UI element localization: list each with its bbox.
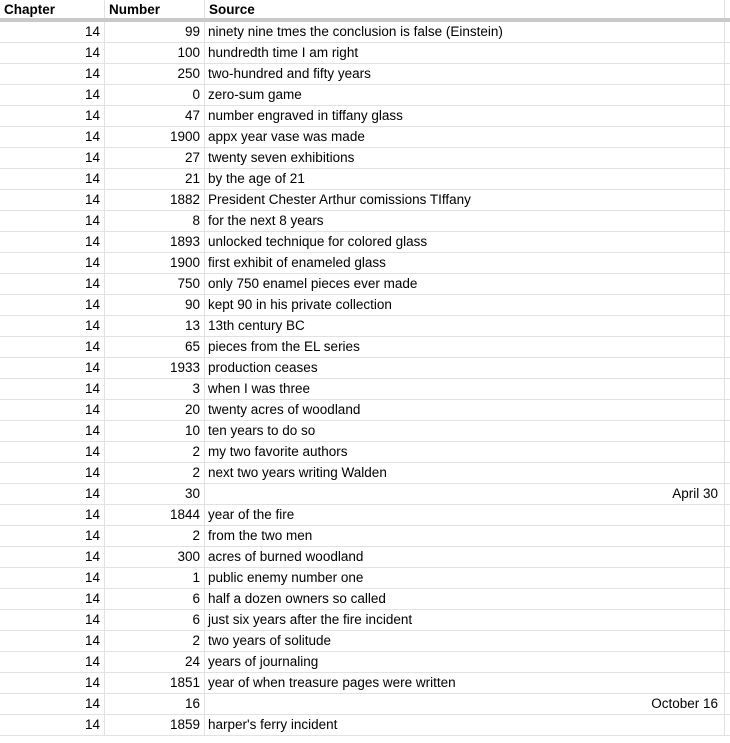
table-row <box>0 400 730 421</box>
header-number[interactable]: Number <box>105 0 205 18</box>
cell-number[interactable]: 27 <box>105 148 205 168</box>
cell-source[interactable]: year of the fire <box>205 505 725 525</box>
cell-chapter[interactable]: 14 <box>0 22 105 42</box>
cell-source[interactable]: ninety nine tmes the conclusion is false (Einstein) <box>205 22 725 42</box>
cell-source[interactable]: April 30 <box>205 484 725 504</box>
cell-chapter[interactable]: 14 <box>0 442 105 462</box>
cell-chapter[interactable]: 14 <box>0 64 105 84</box>
cell-source[interactable]: public enemy number one <box>205 568 725 588</box>
cell-number[interactable]: 6 <box>105 589 205 609</box>
cell-chapter[interactable]: 14 <box>0 589 105 609</box>
table-row <box>0 694 730 715</box>
cell-number[interactable]: 2 <box>105 442 205 462</box>
table-row <box>0 85 730 106</box>
cell-chapter[interactable]: 14 <box>0 169 105 189</box>
cell-source[interactable]: President Chester Arthur comissions TIffany <box>205 190 725 210</box>
cell-number[interactable]: 3 <box>105 379 205 399</box>
header-chapter[interactable]: Chapter <box>0 0 105 18</box>
cell-source[interactable]: just six years after the fire incident <box>205 610 725 630</box>
table-row <box>0 64 730 85</box>
table-body <box>0 22 730 736</box>
cell-source[interactable]: next two years writing Walden <box>205 463 725 483</box>
cell-source[interactable]: year of when treasure pages were written <box>205 673 725 693</box>
table-row <box>0 505 730 526</box>
cell-source[interactable]: hundredth time I am right <box>205 43 725 63</box>
cell-source[interactable]: October 16 <box>205 694 725 714</box>
table-row <box>0 526 730 547</box>
cell-chapter[interactable]: 14 <box>0 568 105 588</box>
cell-number[interactable]: 1844 <box>105 505 205 525</box>
cell-source[interactable]: kept 90 in his private collection <box>205 295 725 315</box>
cell-chapter[interactable]: 14 <box>0 211 105 231</box>
cell-number[interactable]: 1893 <box>105 232 205 252</box>
cell-source[interactable]: pieces from the EL series <box>205 337 725 357</box>
cell-chapter[interactable]: 14 <box>0 85 105 105</box>
cell-source[interactable]: zero-sum game <box>205 85 725 105</box>
table-row <box>0 127 730 148</box>
table-row <box>0 589 730 610</box>
cell-number[interactable]: 1900 <box>105 127 205 147</box>
cell-number[interactable]: 1882 <box>105 190 205 210</box>
cell-chapter[interactable]: 14 <box>0 505 105 525</box>
cell-chapter[interactable]: 14 <box>0 673 105 693</box>
cell-number[interactable]: 24 <box>105 652 205 672</box>
cell-number[interactable]: 10 <box>105 421 205 441</box>
table-row <box>0 358 730 379</box>
cell-number[interactable]: 100 <box>105 43 205 63</box>
table-row <box>0 463 730 484</box>
cell-chapter[interactable]: 14 <box>0 652 105 672</box>
cell-number[interactable]: 47 <box>105 106 205 126</box>
cell-number[interactable]: 1851 <box>105 673 205 693</box>
table-row <box>0 610 730 631</box>
cell-chapter[interactable]: 14 <box>0 715 105 735</box>
cell-source[interactable]: two years of solitude <box>205 631 725 651</box>
cell-source[interactable]: twenty seven exhibitions <box>205 148 725 168</box>
table-row <box>0 442 730 463</box>
cell-number[interactable]: 65 <box>105 337 205 357</box>
cell-number[interactable]: 6 <box>105 610 205 630</box>
table-row <box>0 715 730 736</box>
cell-source[interactable]: first exhibit of enameled glass <box>205 253 725 273</box>
cell-chapter[interactable]: 14 <box>0 127 105 147</box>
header-row <box>0 0 730 22</box>
cell-chapter[interactable]: 14 <box>0 358 105 378</box>
cell-chapter[interactable]: 14 <box>0 232 105 252</box>
cell-chapter[interactable]: 14 <box>0 631 105 651</box>
cell-chapter[interactable]: 14 <box>0 463 105 483</box>
cell-number[interactable]: 20 <box>105 400 205 420</box>
cell-chapter[interactable]: 14 <box>0 694 105 714</box>
table-row <box>0 190 730 211</box>
table-row <box>0 673 730 694</box>
cell-source[interactable]: from the two men <box>205 526 725 546</box>
table-row <box>0 652 730 673</box>
cell-chapter[interactable]: 14 <box>0 337 105 357</box>
cell-chapter[interactable]: 14 <box>0 610 105 630</box>
cell-source[interactable]: number engraved in tiffany glass <box>205 106 725 126</box>
cell-number[interactable]: 0 <box>105 85 205 105</box>
table-row <box>0 295 730 316</box>
table-row <box>0 631 730 652</box>
cell-source[interactable]: acres of burned woodland <box>205 547 725 567</box>
table-row <box>0 253 730 274</box>
table-row <box>0 421 730 442</box>
cell-chapter[interactable]: 14 <box>0 106 105 126</box>
cell-source[interactable]: production ceases <box>205 358 725 378</box>
table-row <box>0 337 730 358</box>
table-row <box>0 43 730 64</box>
cell-number[interactable]: 1933 <box>105 358 205 378</box>
table-row <box>0 22 730 43</box>
table-row <box>0 379 730 400</box>
cell-number[interactable]: 2 <box>105 526 205 546</box>
cell-number[interactable]: 1859 <box>105 715 205 735</box>
cell-chapter[interactable]: 14 <box>0 274 105 294</box>
cell-source[interactable]: twenty acres of woodland <box>205 400 725 420</box>
table-row <box>0 274 730 295</box>
cell-number[interactable]: 1 <box>105 568 205 588</box>
cell-source[interactable]: 13th century BC <box>205 316 725 336</box>
cell-chapter[interactable]: 14 <box>0 148 105 168</box>
table-row <box>0 484 730 505</box>
cell-source[interactable]: for the next 8 years <box>205 211 725 231</box>
table-row <box>0 106 730 127</box>
cell-number[interactable]: 2 <box>105 463 205 483</box>
cell-source[interactable]: harper's ferry incident <box>205 715 725 735</box>
cell-number[interactable]: 30 <box>105 484 205 504</box>
table-row <box>0 232 730 253</box>
cell-chapter[interactable]: 14 <box>0 43 105 63</box>
cell-chapter[interactable]: 14 <box>0 400 105 420</box>
cell-source[interactable]: years of journaling <box>205 652 725 672</box>
cell-number[interactable]: 750 <box>105 274 205 294</box>
header-source[interactable]: Source <box>205 0 725 18</box>
cell-source[interactable]: only 750 enamel pieces ever made <box>205 274 725 294</box>
cell-number[interactable]: 99 <box>105 22 205 42</box>
cell-source[interactable]: my two favorite authors <box>205 442 725 462</box>
cell-source[interactable]: half a dozen owners so called <box>205 589 725 609</box>
cell-number[interactable]: 1900 <box>105 253 205 273</box>
table-row <box>0 169 730 190</box>
cell-chapter[interactable]: 14 <box>0 253 105 273</box>
table-row <box>0 568 730 589</box>
cell-chapter[interactable]: 14 <box>0 526 105 546</box>
cell-number[interactable]: 16 <box>105 694 205 714</box>
cell-chapter[interactable]: 14 <box>0 547 105 567</box>
cell-source[interactable]: two-hundred and fifty years <box>205 64 725 84</box>
cell-chapter[interactable]: 14 <box>0 421 105 441</box>
cell-chapter[interactable]: 14 <box>0 379 105 399</box>
cell-number[interactable]: 2 <box>105 631 205 651</box>
table-row <box>0 148 730 169</box>
cell-number[interactable]: 250 <box>105 64 205 84</box>
cell-source[interactable]: ten years to do so <box>205 421 725 441</box>
table-row <box>0 316 730 337</box>
cell-chapter[interactable]: 14 <box>0 316 105 336</box>
cell-source[interactable]: when I was three <box>205 379 725 399</box>
cell-number[interactable]: 90 <box>105 295 205 315</box>
cell-number[interactable]: 13 <box>105 316 205 336</box>
cell-source[interactable]: by the age of 21 <box>205 169 725 189</box>
table-row <box>0 547 730 568</box>
cell-source[interactable]: appx year vase was made <box>205 127 725 147</box>
cell-number[interactable]: 8 <box>105 211 205 231</box>
cell-chapter[interactable]: 14 <box>0 484 105 504</box>
cell-number[interactable]: 300 <box>105 547 205 567</box>
table-row <box>0 211 730 232</box>
cell-chapter[interactable]: 14 <box>0 295 105 315</box>
cell-source[interactable]: unlocked technique for colored glass <box>205 232 725 252</box>
cell-number[interactable]: 21 <box>105 169 205 189</box>
cell-chapter[interactable]: 14 <box>0 190 105 210</box>
